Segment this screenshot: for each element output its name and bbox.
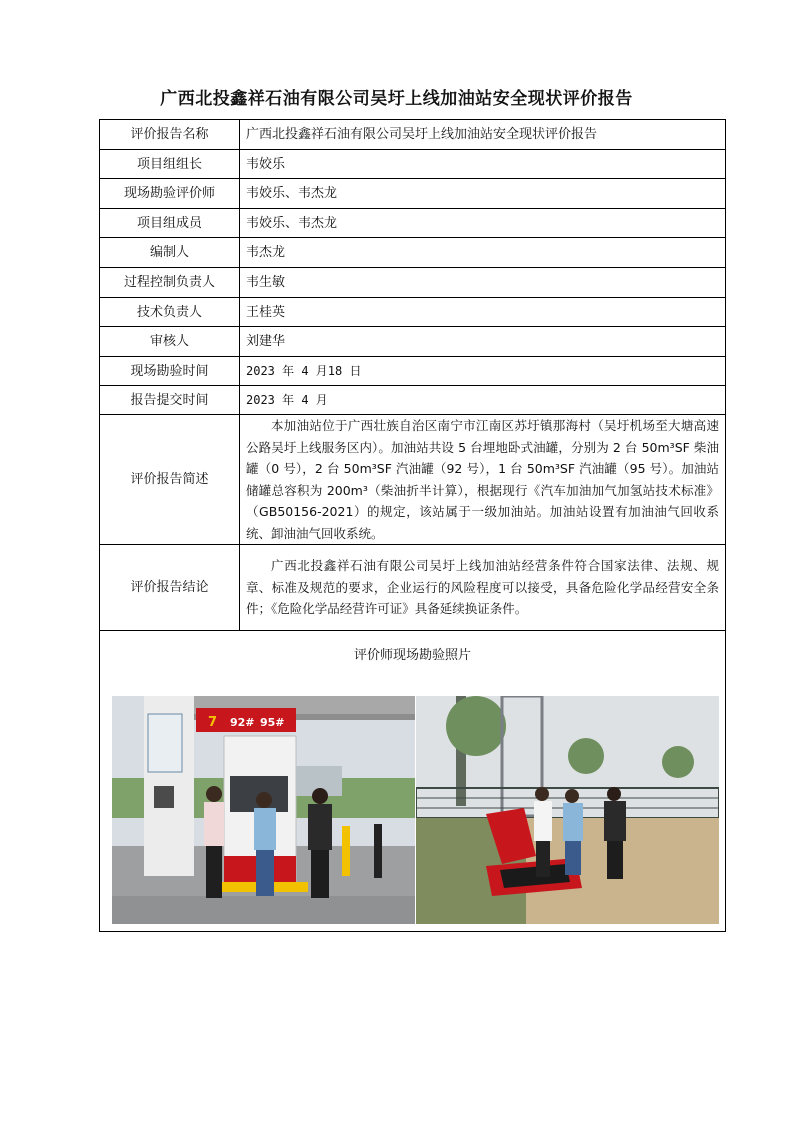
summary-text: 本加油站位于广西壮族自治区南宁市江南区苏圩镇那海村（吴圩机场至大塘高速公路吴圩上线服务区内）。加油站共设 5 台埋地卧式油罐，分别为 2 台 50m³SF 柴油罐（0 号），2 台 50m³SF 汽油罐（92 号），1 台 50m³SF 汽油罐（95 号）。加油站储罐总容积为 200m³（柴油折半计算），根据现行《汽车加油加气加氢站技术标准》（GB50156-2021）的规定，该站属于一级加油站。加油站设置有加油油气回收系统、卸油油气回收系统。 [240,415,726,545]
row-label: 技术负责人 [100,298,240,327]
photos-row [100,631,726,932]
conclusion-label: 评价报告结论 [100,545,240,631]
pump-grade-95: 95# [260,715,285,729]
table-row [100,386,726,415]
row-label: 项目组成员 [100,209,240,238]
photo-tank-hatch [416,696,719,924]
report-info-table [99,119,726,932]
row-value: 韦杰龙 [240,238,726,268]
table-row [100,327,726,357]
conclusion-row [100,545,726,631]
row-value: 韦姣乐 [240,150,726,179]
photos-cell [100,631,726,932]
summary-row [100,415,726,545]
table-row [100,298,726,327]
photo-fuel-pump [112,696,415,924]
pump-grade-7: 7 [208,714,218,730]
table-row [100,238,726,268]
row-label: 评价报告名称 [100,120,240,150]
row-label: 项目组组长 [100,150,240,179]
row-label: 编制人 [100,238,240,268]
row-label: 现场勘验评价师 [100,179,240,209]
table-row [100,179,726,209]
table-row [100,209,726,238]
table-row [100,357,726,386]
row-value: 韦生敏 [240,268,726,298]
row-value: 2023 年 4 月 [240,386,726,415]
row-value: 广西北投鑫祥石油有限公司吴圩上线加油站安全现状评价报告 [240,120,726,150]
row-label: 现场勘验时间 [100,357,240,386]
document-title: 广西北投鑫祥石油有限公司吴圩上线加油站安全现状评价报告 [160,89,633,109]
table-row [100,268,726,298]
row-value: 韦姣乐、韦杰龙 [240,209,726,238]
conclusion-text: 广西北投鑫祥石油有限公司吴圩上线加油站经营条件符合国家法律、法规、规章、标准及规范的要求，企业运行的风险程度可以接受，具备危险化学品经营安全条件；《危险化学品经营许可证》具备延续换证条件。 [240,545,726,631]
row-value: 王桂英 [240,298,726,327]
fuel-pump-illustration [112,696,415,924]
row-label: 报告提交时间 [100,386,240,415]
summary-label: 评价报告简述 [100,415,240,545]
row-value: 刘建华 [240,327,726,357]
photos-caption: 评价师现场勘验照片 [353,647,471,663]
pump-grade-92: 92# [230,715,255,729]
tank-hatch-illustration [416,696,719,924]
photo-row [106,696,719,928]
row-value: 2023 年 4 月18 日 [240,357,726,386]
row-value: 韦姣乐、韦杰龙 [240,179,726,209]
table-row [100,150,726,179]
row-label: 过程控制负责人 [100,268,240,298]
table-row [100,120,726,150]
row-label: 审核人 [100,327,240,357]
